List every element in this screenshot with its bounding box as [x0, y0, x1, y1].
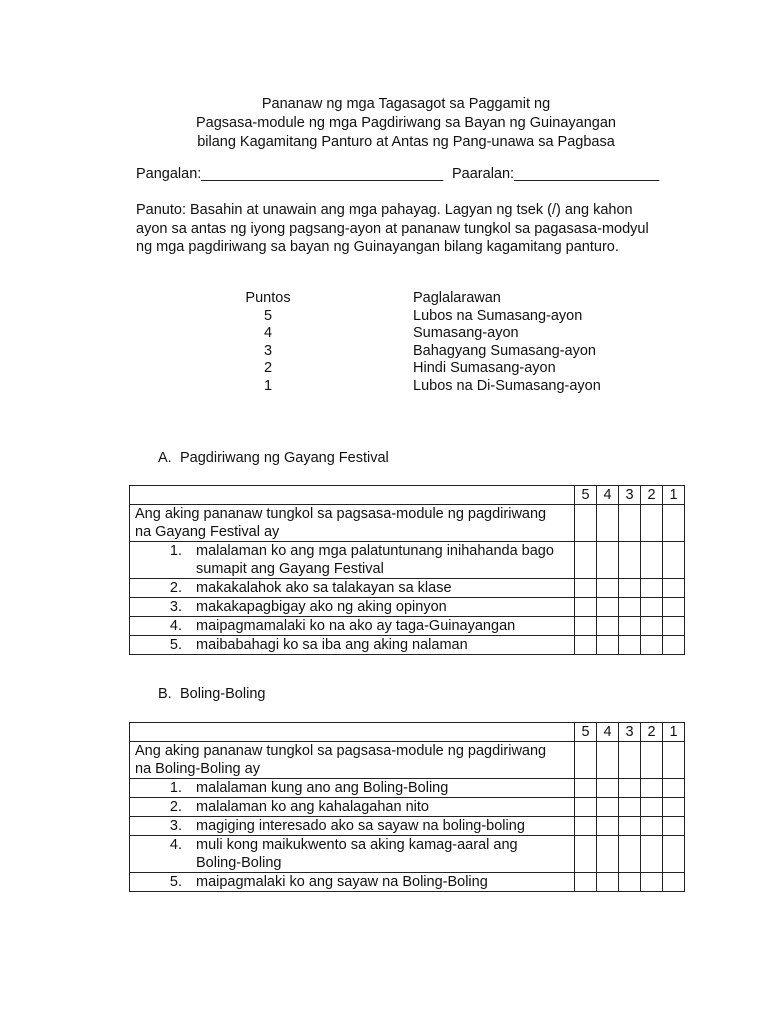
- rating-cell[interactable]: [575, 798, 597, 817]
- table-row: [130, 598, 685, 617]
- table-row: [130, 579, 685, 598]
- rating-cell[interactable]: [641, 636, 663, 655]
- rating-cell[interactable]: [619, 617, 641, 636]
- table-row: [130, 817, 685, 836]
- intro-line: Ang aking pananaw tungkol sa pagsasa-module ng pagdiriwang: [135, 506, 547, 522]
- rating-cell[interactable]: [641, 798, 663, 817]
- section-letter: A.: [158, 450, 172, 466]
- scale-desc: Lubos na Sumasang-ayon: [413, 307, 583, 324]
- table-row: [130, 779, 685, 798]
- item-cell: [130, 542, 575, 579]
- item-number: 5.: [169, 874, 182, 890]
- rating-cell[interactable]: [663, 817, 685, 836]
- rating-cell[interactable]: [575, 742, 597, 779]
- item-cell: [130, 636, 575, 655]
- rating-cell[interactable]: [597, 798, 619, 817]
- scale-point: 4: [263, 325, 273, 342]
- item-number: 4.: [169, 837, 182, 853]
- rating-cell[interactable]: [575, 636, 597, 655]
- rating-header: 1: [663, 486, 685, 505]
- rating-header: 3: [619, 723, 641, 742]
- intro-row: [130, 742, 685, 779]
- item-text: makakalahok ako sa talakayan sa klase: [196, 580, 452, 596]
- item-text: malalaman ko ang mga palatuntunang inihahanda bago: [196, 543, 554, 559]
- scale-desc: Lubos na Di-Sumasang-ayon: [413, 377, 601, 394]
- item-number: 3.: [169, 599, 182, 615]
- section-b-title: [158, 686, 265, 702]
- item-number: 2.: [169, 580, 182, 596]
- item-number: 2.: [169, 799, 182, 815]
- item-cell: [130, 779, 575, 798]
- section-letter: B.: [158, 686, 172, 702]
- item-number: 1.: [169, 780, 182, 796]
- item-cell: [130, 617, 575, 636]
- rating-cell[interactable]: [619, 598, 641, 617]
- item-text: makakapagbigay ako ng aking opinyon: [196, 599, 447, 615]
- item-cell: [130, 817, 575, 836]
- item-text: malalaman kung ano ang Boling-Boling: [196, 780, 449, 796]
- rating-cell[interactable]: [619, 779, 641, 798]
- rating-cell[interactable]: [641, 598, 663, 617]
- rating-cell[interactable]: [663, 542, 685, 579]
- rating-cell[interactable]: [663, 742, 685, 779]
- intro-row: [130, 505, 685, 542]
- item-number: 5.: [169, 637, 182, 653]
- rating-cell[interactable]: [575, 505, 597, 542]
- item-cell: [130, 798, 575, 817]
- rating-cell[interactable]: [575, 598, 597, 617]
- rating-cell[interactable]: [575, 542, 597, 579]
- rating-cell[interactable]: [641, 817, 663, 836]
- rating-cell[interactable]: [597, 617, 619, 636]
- rating-header: 2: [641, 723, 663, 742]
- rating-cell[interactable]: [597, 836, 619, 873]
- instructions: [136, 201, 676, 257]
- rating-cell[interactable]: [641, 742, 663, 779]
- rating-cell[interactable]: [641, 505, 663, 542]
- rating-cell[interactable]: [597, 742, 619, 779]
- rating-cell[interactable]: [619, 742, 641, 779]
- rating-cell[interactable]: [575, 873, 597, 892]
- rating-cell[interactable]: [619, 836, 641, 873]
- rating-header-row: [130, 723, 685, 742]
- scale-desc: Sumasang-ayon: [413, 325, 519, 342]
- scale-point: 1: [263, 377, 273, 394]
- instructions-line-2: ayon sa antas ng iyong pagsang-ayon at pananaw tungkol sa pagasasa-modyul: [136, 220, 649, 237]
- rating-cell[interactable]: [663, 579, 685, 598]
- table-row: [130, 542, 685, 579]
- title-line-1: Pananaw ng mga Tagasagot sa Paggamit ng: [261, 96, 551, 112]
- rating-cell[interactable]: [641, 836, 663, 873]
- intro-line: na Gayang Festival ay: [135, 524, 280, 540]
- item-number: 1.: [169, 543, 182, 559]
- rating-cell[interactable]: [597, 542, 619, 579]
- rating-header: 3: [619, 486, 641, 505]
- empty-header-cell: [130, 486, 575, 505]
- item-number: 4.: [169, 618, 182, 634]
- item-text: magiging interesado ako sa sayaw na boling-boling: [196, 818, 525, 834]
- rating-cell[interactable]: [641, 579, 663, 598]
- rating-cell[interactable]: [619, 873, 641, 892]
- rating-cell[interactable]: [597, 598, 619, 617]
- rating-cell[interactable]: [597, 579, 619, 598]
- rating-cell[interactable]: [663, 636, 685, 655]
- scale-description-column: [413, 290, 601, 396]
- rating-header: 1: [663, 723, 685, 742]
- scale-point: 2: [263, 360, 273, 377]
- item-text: maibabahagi ko sa iba ang aking nalaman: [196, 637, 468, 653]
- item-text: maipagmamalaki ko na ako ay taga-Guinayangan: [196, 618, 516, 634]
- rating-cell[interactable]: [619, 542, 641, 579]
- intro-line: Ang aking pananaw tungkol sa pagsasa-module ng pagdiriwang: [135, 743, 547, 759]
- scale-point: 3: [263, 342, 273, 359]
- item-text: malalaman ko ang kahalagahan nito: [196, 799, 429, 815]
- instructions-line-3: ng mga pagdiriwang sa bayan ng Guinayangan bilang kagamitang panturo.: [136, 239, 619, 255]
- intro-cell: [130, 742, 575, 779]
- rating-cell[interactable]: [663, 836, 685, 873]
- item-text-continued: Boling-Boling: [196, 855, 282, 871]
- rating-cell[interactable]: [597, 636, 619, 655]
- scale-desc: Hindi Sumasang-ayon: [413, 360, 556, 377]
- empty-header-cell: [130, 723, 575, 742]
- rating-cell[interactable]: [619, 817, 641, 836]
- rating-cell[interactable]: [641, 873, 663, 892]
- rating-header: 5: [575, 723, 597, 742]
- rating-cell[interactable]: [619, 798, 641, 817]
- rating-cell[interactable]: [575, 579, 597, 598]
- rating-cell[interactable]: [575, 836, 597, 873]
- table-row: [130, 836, 685, 873]
- rating-cell[interactable]: [641, 617, 663, 636]
- rating-cell[interactable]: [641, 542, 663, 579]
- rating-cell[interactable]: [619, 579, 641, 598]
- item-cell: [130, 836, 575, 873]
- item-cell: [130, 598, 575, 617]
- section-a-title: [158, 450, 389, 466]
- scale-point: 5: [263, 307, 273, 324]
- table-row: [130, 636, 685, 655]
- section-title-text: Pagdiriwang ng Gayang Festival: [180, 450, 389, 466]
- rating-cell[interactable]: [575, 817, 597, 836]
- instructions-line-1: Panuto: Basahin at unawain ang mga pahayag. Lagyan ng tsek (/) ang kahon: [136, 202, 633, 218]
- rating-cell[interactable]: [575, 779, 597, 798]
- rating-header-row: [130, 486, 685, 505]
- title-line-3: bilang Kagamitang Panturo at Antas ng Pang-unawa sa Pagbasa: [197, 134, 615, 150]
- pangalan-field[interactable]: Pangalan:______________________________: [136, 166, 444, 182]
- scale-desc: Bahagyang Sumasang-ayon: [413, 342, 596, 359]
- rating-cell[interactable]: [597, 505, 619, 542]
- section-title-text: Boling-Boling: [180, 686, 266, 702]
- rating-cell[interactable]: [663, 873, 685, 892]
- rating-cell[interactable]: [663, 505, 685, 542]
- intro-cell: [130, 505, 575, 542]
- paaralan-field[interactable]: Paaralan:__________________: [452, 166, 660, 182]
- item-cell: [130, 579, 575, 598]
- rating-header: 4: [597, 486, 619, 505]
- rating-cell[interactable]: [597, 817, 619, 836]
- table-row: [130, 873, 685, 892]
- rating-cell[interactable]: [641, 779, 663, 798]
- section-b-table: [129, 722, 685, 892]
- rating-cell[interactable]: [663, 798, 685, 817]
- rating-header: 5: [575, 486, 597, 505]
- rating-header: 2: [641, 486, 663, 505]
- item-text: maipagmalaki ko ang sayaw na Boling-Boling: [196, 874, 488, 890]
- item-text: muli kong maikukwento sa aking kamag-aaral ang: [196, 837, 518, 853]
- scale-points-column: [240, 290, 296, 396]
- rating-cell[interactable]: [619, 636, 641, 655]
- rating-cell[interactable]: [575, 617, 597, 636]
- section-a-table: [129, 485, 685, 655]
- intro-line: na Boling-Boling ay: [135, 761, 260, 777]
- info-fields: [136, 166, 660, 182]
- document-title: [136, 95, 676, 152]
- table-row: [130, 798, 685, 817]
- item-number: 3.: [169, 818, 182, 834]
- rating-cell[interactable]: [663, 779, 685, 798]
- item-cell: [130, 873, 575, 892]
- item-text-continued: sumapit ang Gayang Festival: [196, 561, 384, 577]
- title-line-2: Pagsasa-module ng mga Pagdiriwang sa Bayan ng Guinayangan: [196, 115, 616, 131]
- scale-desc-header: Paglalarawan: [413, 290, 501, 306]
- rating-cell[interactable]: [597, 779, 619, 798]
- rating-cell[interactable]: [597, 873, 619, 892]
- rating-cell[interactable]: [663, 617, 685, 636]
- rating-cell[interactable]: [663, 598, 685, 617]
- rating-header: 4: [597, 723, 619, 742]
- rating-cell[interactable]: [619, 505, 641, 542]
- table-row: [130, 617, 685, 636]
- scale-points-header: Puntos: [245, 290, 291, 306]
